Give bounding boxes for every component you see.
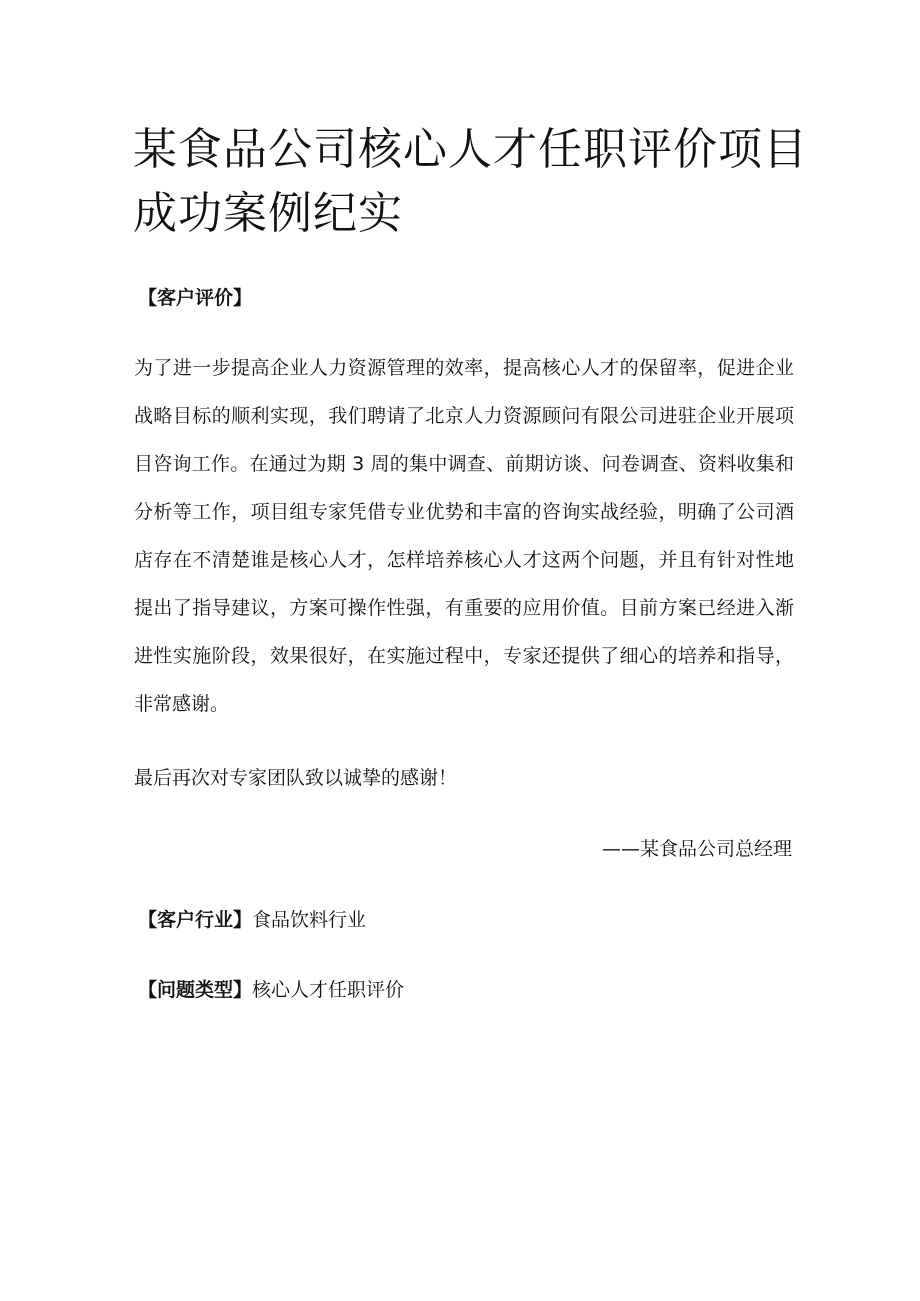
problem-type-value: 核心人才任职评价 [252,979,405,1001]
problem-type-row [138,976,404,1004]
problem-type-label: 【问题类型】 [138,979,253,1001]
document-title [133,118,808,246]
customer-review-paragraph: 为了进一步提高企业人力资源管理的效率，提高核心人才的保留率，促进企业战略目标的顺利实现，我们聘请了北京人力资源顾问有限公司进驻企业开展项目咨询工作。在通过为期 3 周的集中调查、前期访谈、问卷调查、资料收集和分析等工作，项目组专家凭借专业优势和丰富的咨询实战经验，明确了公司酒店存在不清楚谁是核心人才，怎样培养核心人才这两个问题，并且有针对性地提出了指导建议，方案可操作性强，有重要的应用价值。目前方案已经进入渐进性实施阶段，效果很好，在实施过程中，专家还提供了细心的培养和指导，非常感谢。 [134,357,794,715]
customer-review-heading [138,284,252,312]
customer-industry-value: 食品饮料行业 [252,909,367,931]
closing-thanks: 最后再次对专家团队致以诚挚的感谢！ [134,767,458,789]
title-line-2: 成功案例纪实 [133,188,403,239]
signature-line: ——某食品公司总经理 [601,838,792,860]
customer-review-label: 【客户评价】 [138,287,253,309]
customer-industry-label: 【客户行业】 [138,909,253,931]
title-line-1: 某食品公司核心人才任职评价项目 [133,124,808,175]
customer-industry-row [138,906,366,934]
